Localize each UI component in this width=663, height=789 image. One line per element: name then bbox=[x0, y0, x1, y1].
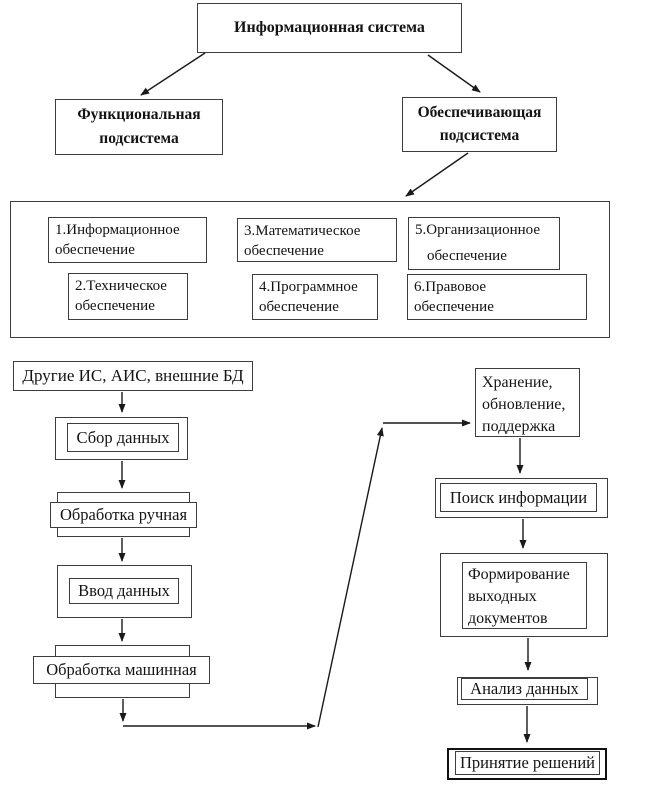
node-legal-support: 6.Правовое обеспечение bbox=[407, 274, 587, 320]
node-decision-making-inner: Принятие решений bbox=[455, 751, 600, 775]
node-mathematical-support: 3.Математическое обеспечение bbox=[237, 218, 397, 262]
node-functional-line1: Функциональная bbox=[77, 106, 201, 123]
node-information-search bbox=[435, 478, 608, 518]
node-organizational-support: 5.Организационное обеспечение bbox=[408, 217, 560, 270]
node-information-support: 1.Информационное обеспечение bbox=[48, 217, 207, 263]
node-data-analysis-front: Анализ данных bbox=[461, 678, 588, 700]
node-data-analysis bbox=[457, 677, 598, 705]
node-software-support: 4.Программное обеспечение bbox=[252, 274, 378, 320]
node-information-system bbox=[197, 3, 462, 53]
node-technical-support: 2.Техническое обеспечение bbox=[68, 273, 188, 320]
arrow-root-to-functional bbox=[141, 53, 205, 95]
node-machine-processing-front: Обработка машинная bbox=[33, 656, 210, 684]
node-decision-making bbox=[447, 748, 607, 780]
node-machine-processing bbox=[33, 645, 210, 698]
node-manual-processing-front: Обработка ручная bbox=[50, 502, 197, 528]
node-data-collection bbox=[55, 417, 188, 460]
node-information-search-inner: Поиск информации bbox=[440, 483, 597, 512]
node-data-collection-inner: Сбор данных bbox=[67, 423, 179, 452]
node-manual-processing bbox=[50, 492, 197, 537]
node-output-documents bbox=[440, 553, 608, 637]
node-functional-line2: подсистема bbox=[99, 130, 179, 147]
node-storage: Хранение, обновление, поддержка bbox=[475, 368, 580, 437]
node-information-system-label: Информационная система bbox=[234, 19, 425, 36]
node-providing-line2: подсистема bbox=[439, 127, 520, 145]
arrow-diagonal-up bbox=[318, 428, 382, 727]
arrow-providing-to-support bbox=[406, 153, 468, 196]
node-external-sources: Другие ИС, АИС, внешние БД bbox=[13, 361, 253, 391]
node-output-documents-inner: Формирование выходных документов bbox=[462, 562, 587, 629]
node-data-input bbox=[57, 565, 192, 618]
node-providing-subsystem bbox=[402, 97, 557, 152]
arrow-root-to-providing bbox=[428, 55, 480, 92]
node-functional-subsystem bbox=[55, 99, 223, 155]
node-data-input-inner: Ввод данных bbox=[69, 578, 179, 604]
node-providing-line1: Обеспечивающая bbox=[417, 103, 542, 121]
